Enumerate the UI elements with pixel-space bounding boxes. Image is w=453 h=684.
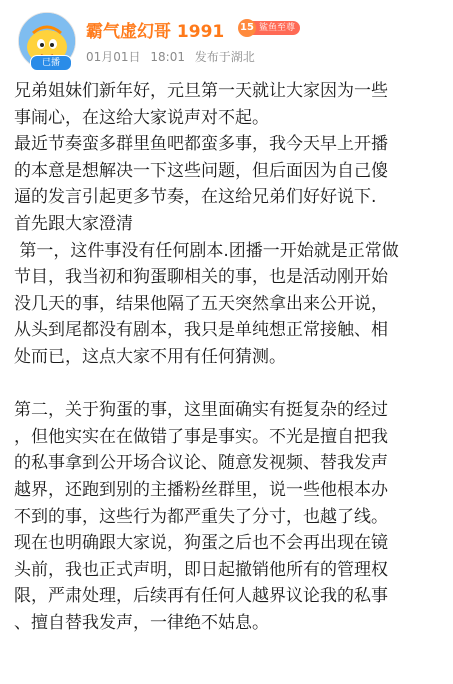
username[interactable]: 霸气虚幻哥 1991 [86, 22, 225, 42]
post-text-line: ，但他实实在在做错了事是事实。不光是擅自把我 [14, 426, 388, 447]
post-text-line: 节目，我当初和狗蛋聊相关的事，也是活动刚开始 [14, 267, 388, 288]
post-text-line: 最近节奏蛮多群里鱼吧都蛮多事，我今天早上开播 [14, 134, 388, 155]
post-header [0, 0, 453, 78]
post-text-line: 越界，还跑到别的主播粉丝群里，说一些他根本办 [14, 479, 388, 500]
post-text-line: 首先跟大家澄清 [14, 213, 133, 234]
post-text-line: 限，严肃处理，后续再有任何人越界议论我的私事 [14, 586, 388, 607]
post-text-line: 第二，关于狗蛋的事，这里面确实有挺复杂的经过 [14, 400, 388, 421]
post-text-line: 没几天的事，结果他隔了五天突然拿出来公开说， [14, 293, 388, 314]
post-text-line: 头前，我也正式声明，即日起撤销他所有的管理权 [14, 559, 388, 580]
post-text-line: 逼的发言引起更多节奏，在这给兄弟们好好说下. [14, 187, 377, 208]
post-body [14, 78, 442, 636]
post-text-line: 不到的事，这些行为都严重失了分寸，也越了线。 [14, 506, 388, 527]
paragraph-gap [14, 371, 442, 398]
post-meta [86, 48, 261, 65]
post-text-line: 的私事拿到公开场合议论、随意发视频、替我发声 [14, 453, 388, 474]
post-date: 01月01日 [86, 50, 141, 64]
post-text-line: 、擅自替我发声，一律绝不姑息。 [14, 612, 269, 633]
post-text-line: 从头到尾都没有剧本，我只是单纯想正常接触、相 [14, 320, 388, 341]
level-number: 15 [238, 19, 256, 37]
avatar-live-badge: 已播 [30, 55, 72, 71]
level-badge [238, 19, 300, 37]
post-location: 发布于湖北 [194, 50, 255, 64]
post-time: 18:01 [150, 50, 185, 64]
post-text-line: 的本意是想解决一下这些问题，但后面因为自己傻 [14, 160, 388, 181]
post-text-line: 现在也明确跟大家说，狗蛋之后也不会再出现在镜 [14, 533, 388, 554]
post-text-line: 第一，这件事没有任何剧本.团播一开始就是正常做 [14, 240, 399, 261]
level-label: 鲨鱼至尊 [250, 21, 300, 35]
post-text-line: 处而已，这点大家不用有任何猜测。 [14, 346, 286, 367]
post-text-line: 兄弟姐妹们新年好，元旦第一天就让大家因为一些 [14, 81, 388, 101]
post-text-line: 事闹心，在这给大家说声对不起。 [14, 107, 269, 128]
